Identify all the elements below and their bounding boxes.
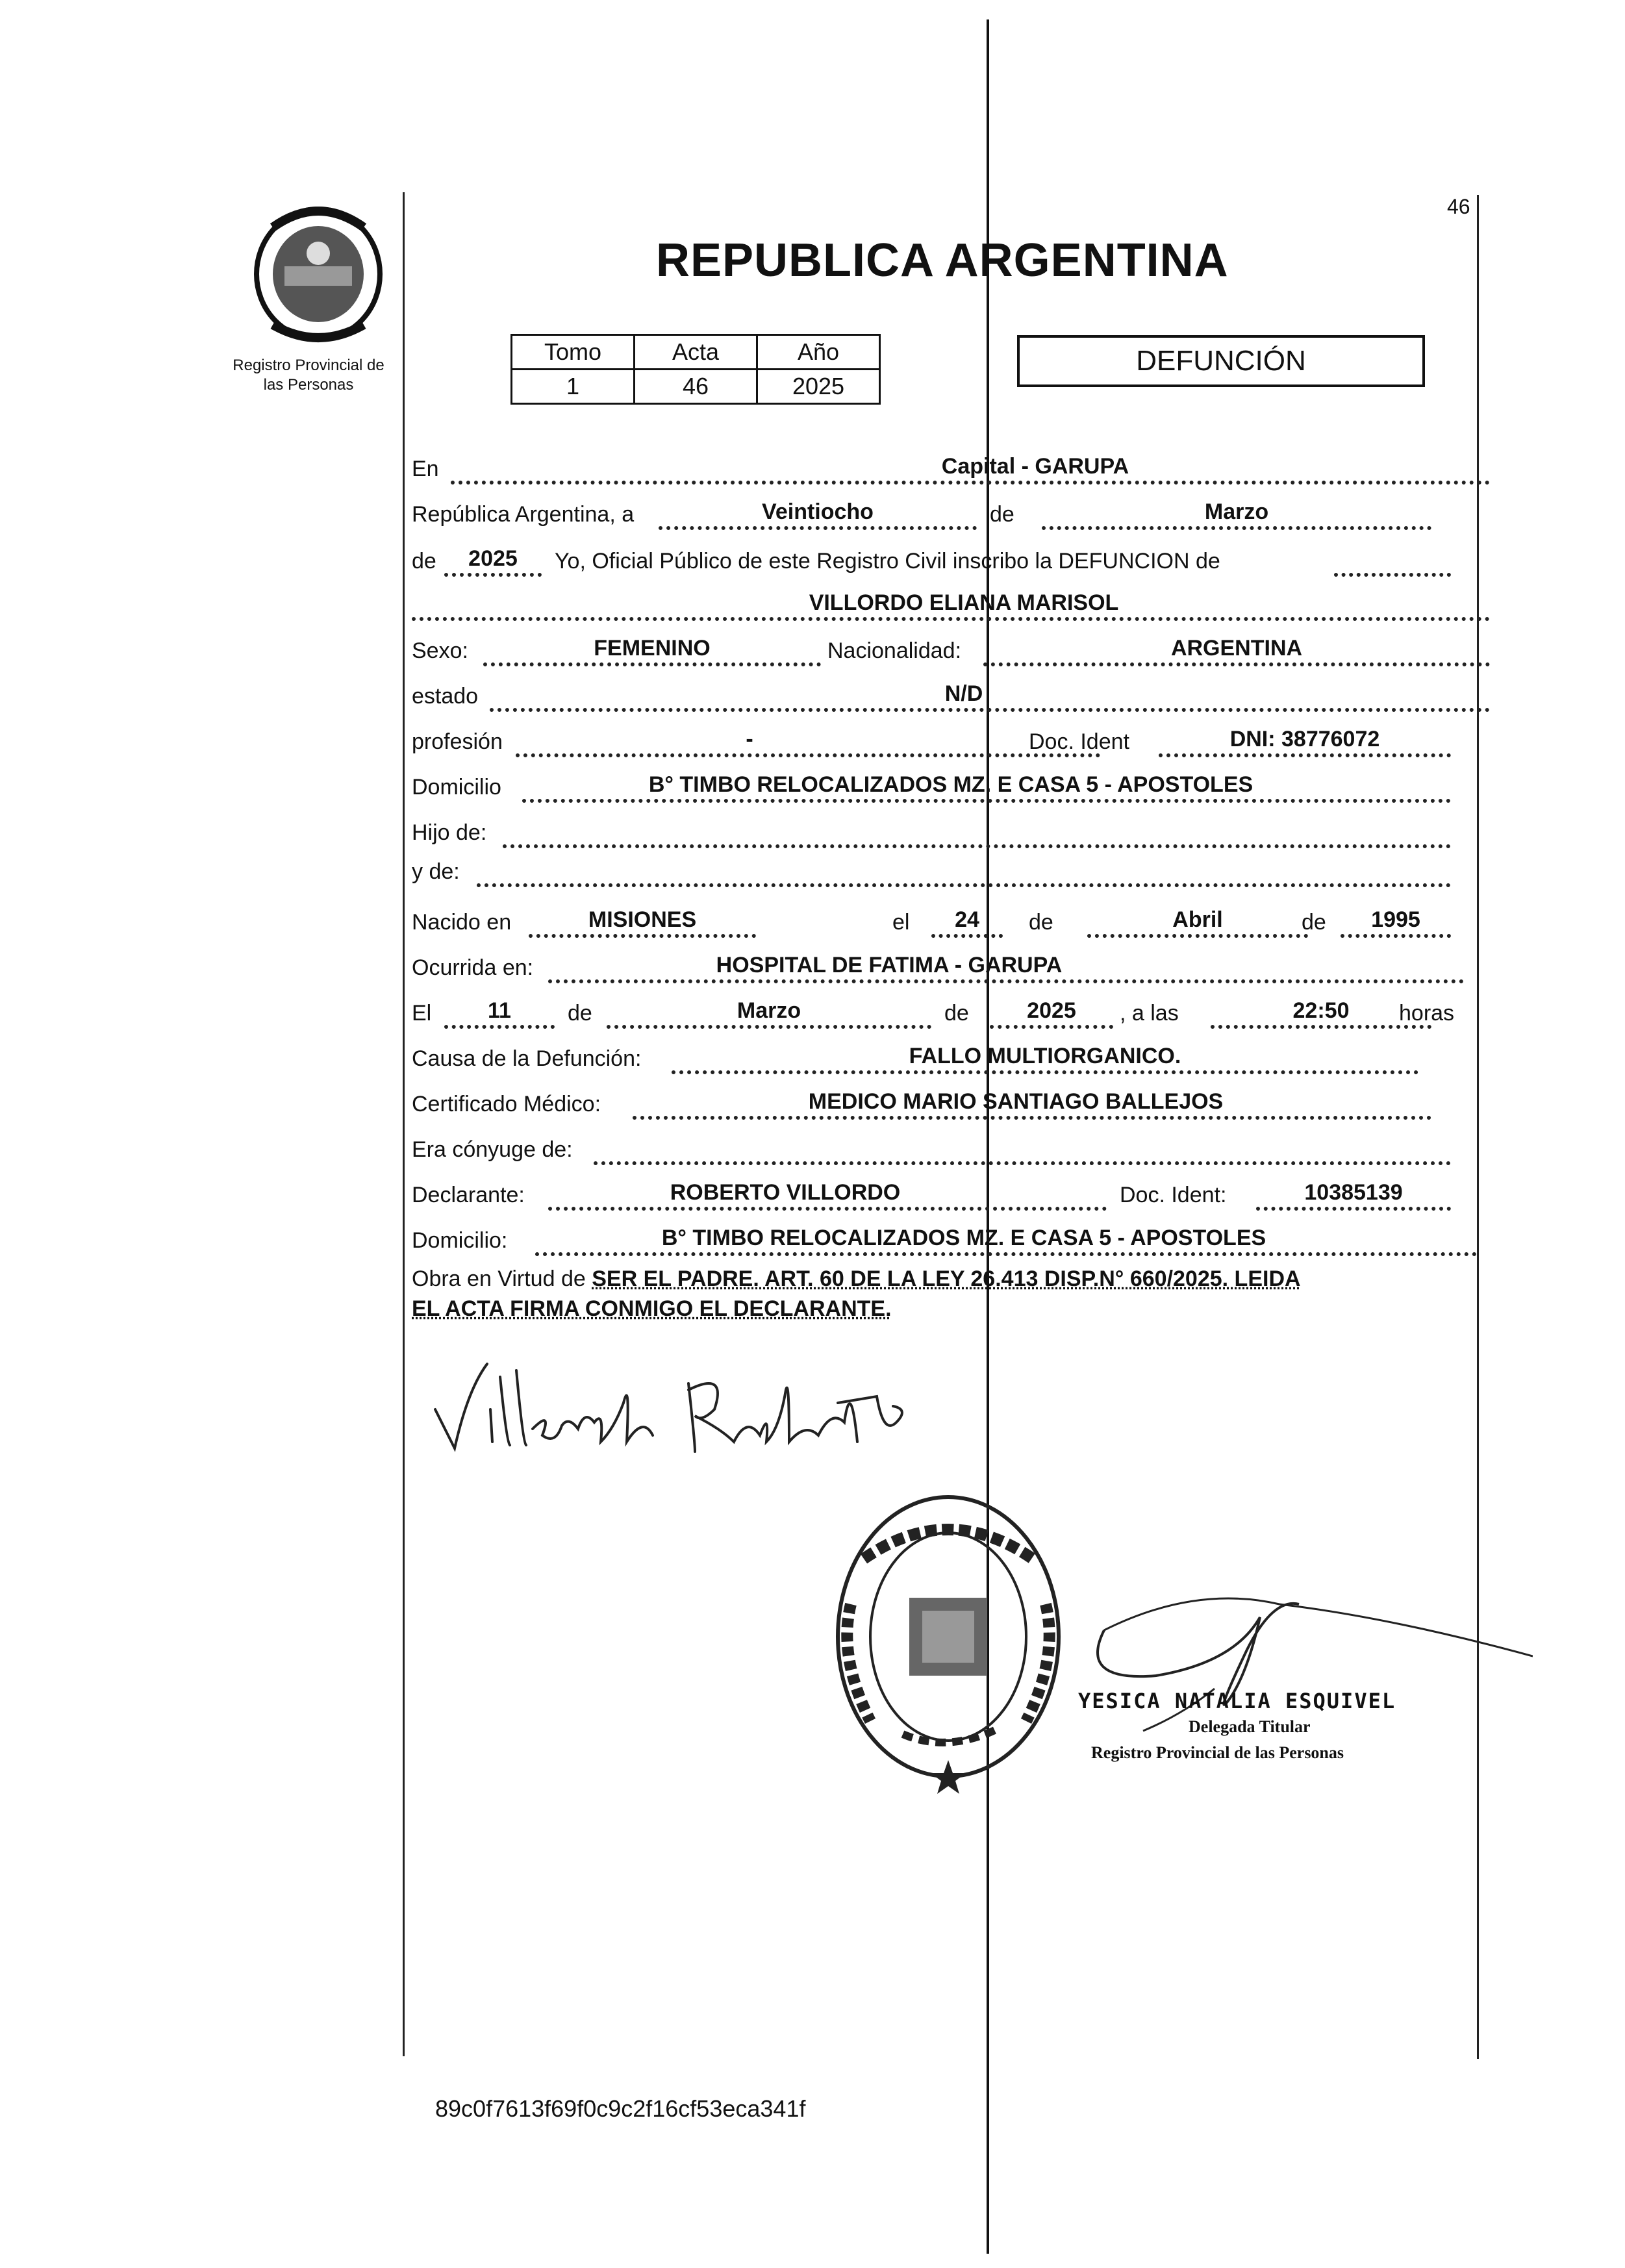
row-declarante bbox=[412, 1174, 1451, 1211]
value-obra-2: EL ACTA FIRMA CONMIGO EL DECLARANTE. bbox=[412, 1296, 892, 1321]
label-ocurrida-en: Ocurrida en: bbox=[412, 955, 534, 980]
label-el-cap: El bbox=[412, 1001, 432, 1026]
value-fallecimiento-mes: Marzo bbox=[737, 998, 801, 1023]
row-domicilio-declarante bbox=[412, 1220, 1477, 1256]
label-nacionalidad: Nacionalidad: bbox=[827, 638, 962, 663]
value-certificado: MEDICO MARIO SANTIAGO BALLEJOS bbox=[808, 1089, 1224, 1114]
value-dia-inscripcion: Veintiocho bbox=[762, 499, 874, 524]
row-anio-inscripcion bbox=[412, 540, 1451, 577]
label-horas: horas bbox=[1399, 1001, 1455, 1026]
anio-header: Año bbox=[757, 335, 880, 370]
record-table bbox=[510, 334, 881, 405]
value-lugar: Capital - GARUPA bbox=[941, 454, 1129, 479]
value-obra-1: SER EL PADRE. ART. 60 DE LA LEY 26.413 DISP.N° 660/2025. LEIDA bbox=[592, 1266, 1301, 1291]
row-profesion bbox=[412, 721, 1451, 757]
label-en: En bbox=[412, 457, 439, 481]
label-yo: Yo, Oficial Público de este Registro Civil inscribo la DEFUNCION de bbox=[555, 549, 1220, 573]
official-stamp bbox=[825, 1487, 1072, 1799]
label-nacido-en: Nacido en bbox=[412, 910, 512, 935]
value-fallecimiento-anio: 2025 bbox=[1027, 998, 1076, 1023]
value-fallecimiento-dia: 11 bbox=[488, 998, 511, 1023]
label-de-2: de bbox=[412, 549, 436, 573]
value-mes-inscripcion: Marzo bbox=[1204, 499, 1269, 524]
label-certificado: Certificado Médico: bbox=[412, 1092, 601, 1116]
value-declarante-doc: 10385139 bbox=[1304, 1180, 1403, 1205]
logo-caption-line-2: las Personas bbox=[263, 376, 354, 394]
label-de-3: de bbox=[1029, 910, 1053, 935]
row-ocurrida-en bbox=[412, 947, 1464, 983]
value-nacimiento-anio: 1995 bbox=[1371, 907, 1420, 932]
label-de-6: de bbox=[944, 1001, 969, 1026]
label-domicilio: Domicilio bbox=[412, 775, 501, 800]
label-profesion: profesión bbox=[412, 729, 503, 754]
row-y-de bbox=[412, 851, 1451, 887]
label-republica: República Argentina, a bbox=[412, 502, 635, 527]
label-hijo-de: Hijo de: bbox=[412, 820, 487, 845]
label-conyuge: Era cónyuge de: bbox=[412, 1137, 573, 1162]
value-nacionalidad: ARGENTINA bbox=[1170, 636, 1303, 661]
value-domicilio: B° TIMBO RELOCALIZADOS MZ. E CASA 5 - APOSTOLES bbox=[648, 772, 1253, 797]
official-role: Delegada Titular bbox=[1189, 1717, 1311, 1736]
label-y-de: y de: bbox=[412, 859, 460, 884]
row-sexo bbox=[412, 630, 1490, 666]
row-causa bbox=[412, 1038, 1451, 1074]
document-hash: 89c0f7613f69f0c9c2f16cf53eca341f bbox=[435, 2095, 806, 2122]
official-registry: Registro Provincial de las Personas bbox=[1091, 1743, 1344, 1762]
row-hijo-de bbox=[412, 812, 1451, 848]
document-title: REPUBLICA ARGENTINA bbox=[656, 234, 1229, 286]
acta-header: Acta bbox=[635, 335, 757, 370]
value-nacimiento-lugar: MISIONES bbox=[588, 907, 697, 932]
row-domicilio bbox=[412, 766, 1451, 803]
obra-line-1 bbox=[412, 1266, 1301, 1292]
label-de-5: de bbox=[568, 1001, 592, 1026]
value-sexo: FEMENINO bbox=[594, 636, 711, 661]
row-estado bbox=[412, 675, 1490, 712]
value-ocurrida-en: HOSPITAL DE FATIMA - GARUPA bbox=[716, 953, 1063, 977]
value-nacimiento-dia: 24 bbox=[955, 907, 979, 932]
anio-value: 2025 bbox=[757, 370, 880, 404]
row-fecha-fallecimiento bbox=[412, 992, 1477, 1029]
logo-caption bbox=[201, 356, 416, 395]
left-margin-line bbox=[403, 192, 405, 2056]
logo-caption-line-1: Registro Provincial de bbox=[233, 357, 384, 374]
record-type-box: DEFUNCIÓN bbox=[1017, 335, 1425, 387]
label-declarante: Declarante: bbox=[412, 1183, 525, 1207]
value-declarante-domicilio: B° TIMBO RELOCALIZADOS MZ. E CASA 5 - APOSTOLES bbox=[661, 1226, 1266, 1250]
tomo-value: 1 bbox=[512, 370, 635, 404]
value-hora: 22:50 bbox=[1292, 998, 1350, 1023]
misiones-seal-logo bbox=[234, 201, 403, 351]
value-causa: FALLO MULTIORGANICO. bbox=[909, 1044, 1181, 1068]
value-nacimiento-mes: Abril bbox=[1172, 907, 1223, 932]
official-name: YESICA NATALIA ESQUIVEL bbox=[1078, 1689, 1396, 1713]
label-de-1: de bbox=[990, 502, 1014, 527]
label-de-4: de bbox=[1302, 910, 1326, 935]
label-el: el bbox=[892, 910, 910, 935]
label-obra: Obra en Virtud de bbox=[412, 1266, 586, 1291]
label-domicilio-2: Domicilio: bbox=[412, 1228, 508, 1253]
acta-value: 46 bbox=[635, 370, 757, 404]
page-number: 46 bbox=[1447, 195, 1470, 218]
label-sexo: Sexo: bbox=[412, 638, 468, 663]
label-estado: estado bbox=[412, 684, 479, 709]
row-en bbox=[412, 448, 1490, 485]
row-fecha-inscripcion bbox=[412, 494, 1451, 530]
tomo-header: Tomo bbox=[512, 335, 635, 370]
value-profesion: - bbox=[746, 727, 753, 751]
row-nombre bbox=[412, 585, 1490, 621]
row-certificado bbox=[412, 1083, 1451, 1120]
declarant-signature bbox=[429, 1338, 922, 1455]
label-causa: Causa de la Defunción: bbox=[412, 1046, 642, 1071]
label-doc-ident-2: Doc. Ident: bbox=[1120, 1183, 1227, 1207]
row-conyuge bbox=[412, 1129, 1451, 1165]
value-estado: N/D bbox=[944, 681, 983, 706]
label-doc-ident: Doc. Ident bbox=[1029, 729, 1129, 754]
value-declarante: ROBERTO VILLORDO bbox=[670, 1180, 901, 1205]
row-nacimiento bbox=[412, 901, 1451, 938]
value-nombre: VILLORDO ELIANA MARISOL bbox=[809, 590, 1119, 615]
label-a-las: , a las bbox=[1120, 1001, 1179, 1026]
value-anio-inscripcion: 2025 bbox=[468, 546, 518, 571]
value-documento: DNI: 38776072 bbox=[1229, 727, 1380, 751]
